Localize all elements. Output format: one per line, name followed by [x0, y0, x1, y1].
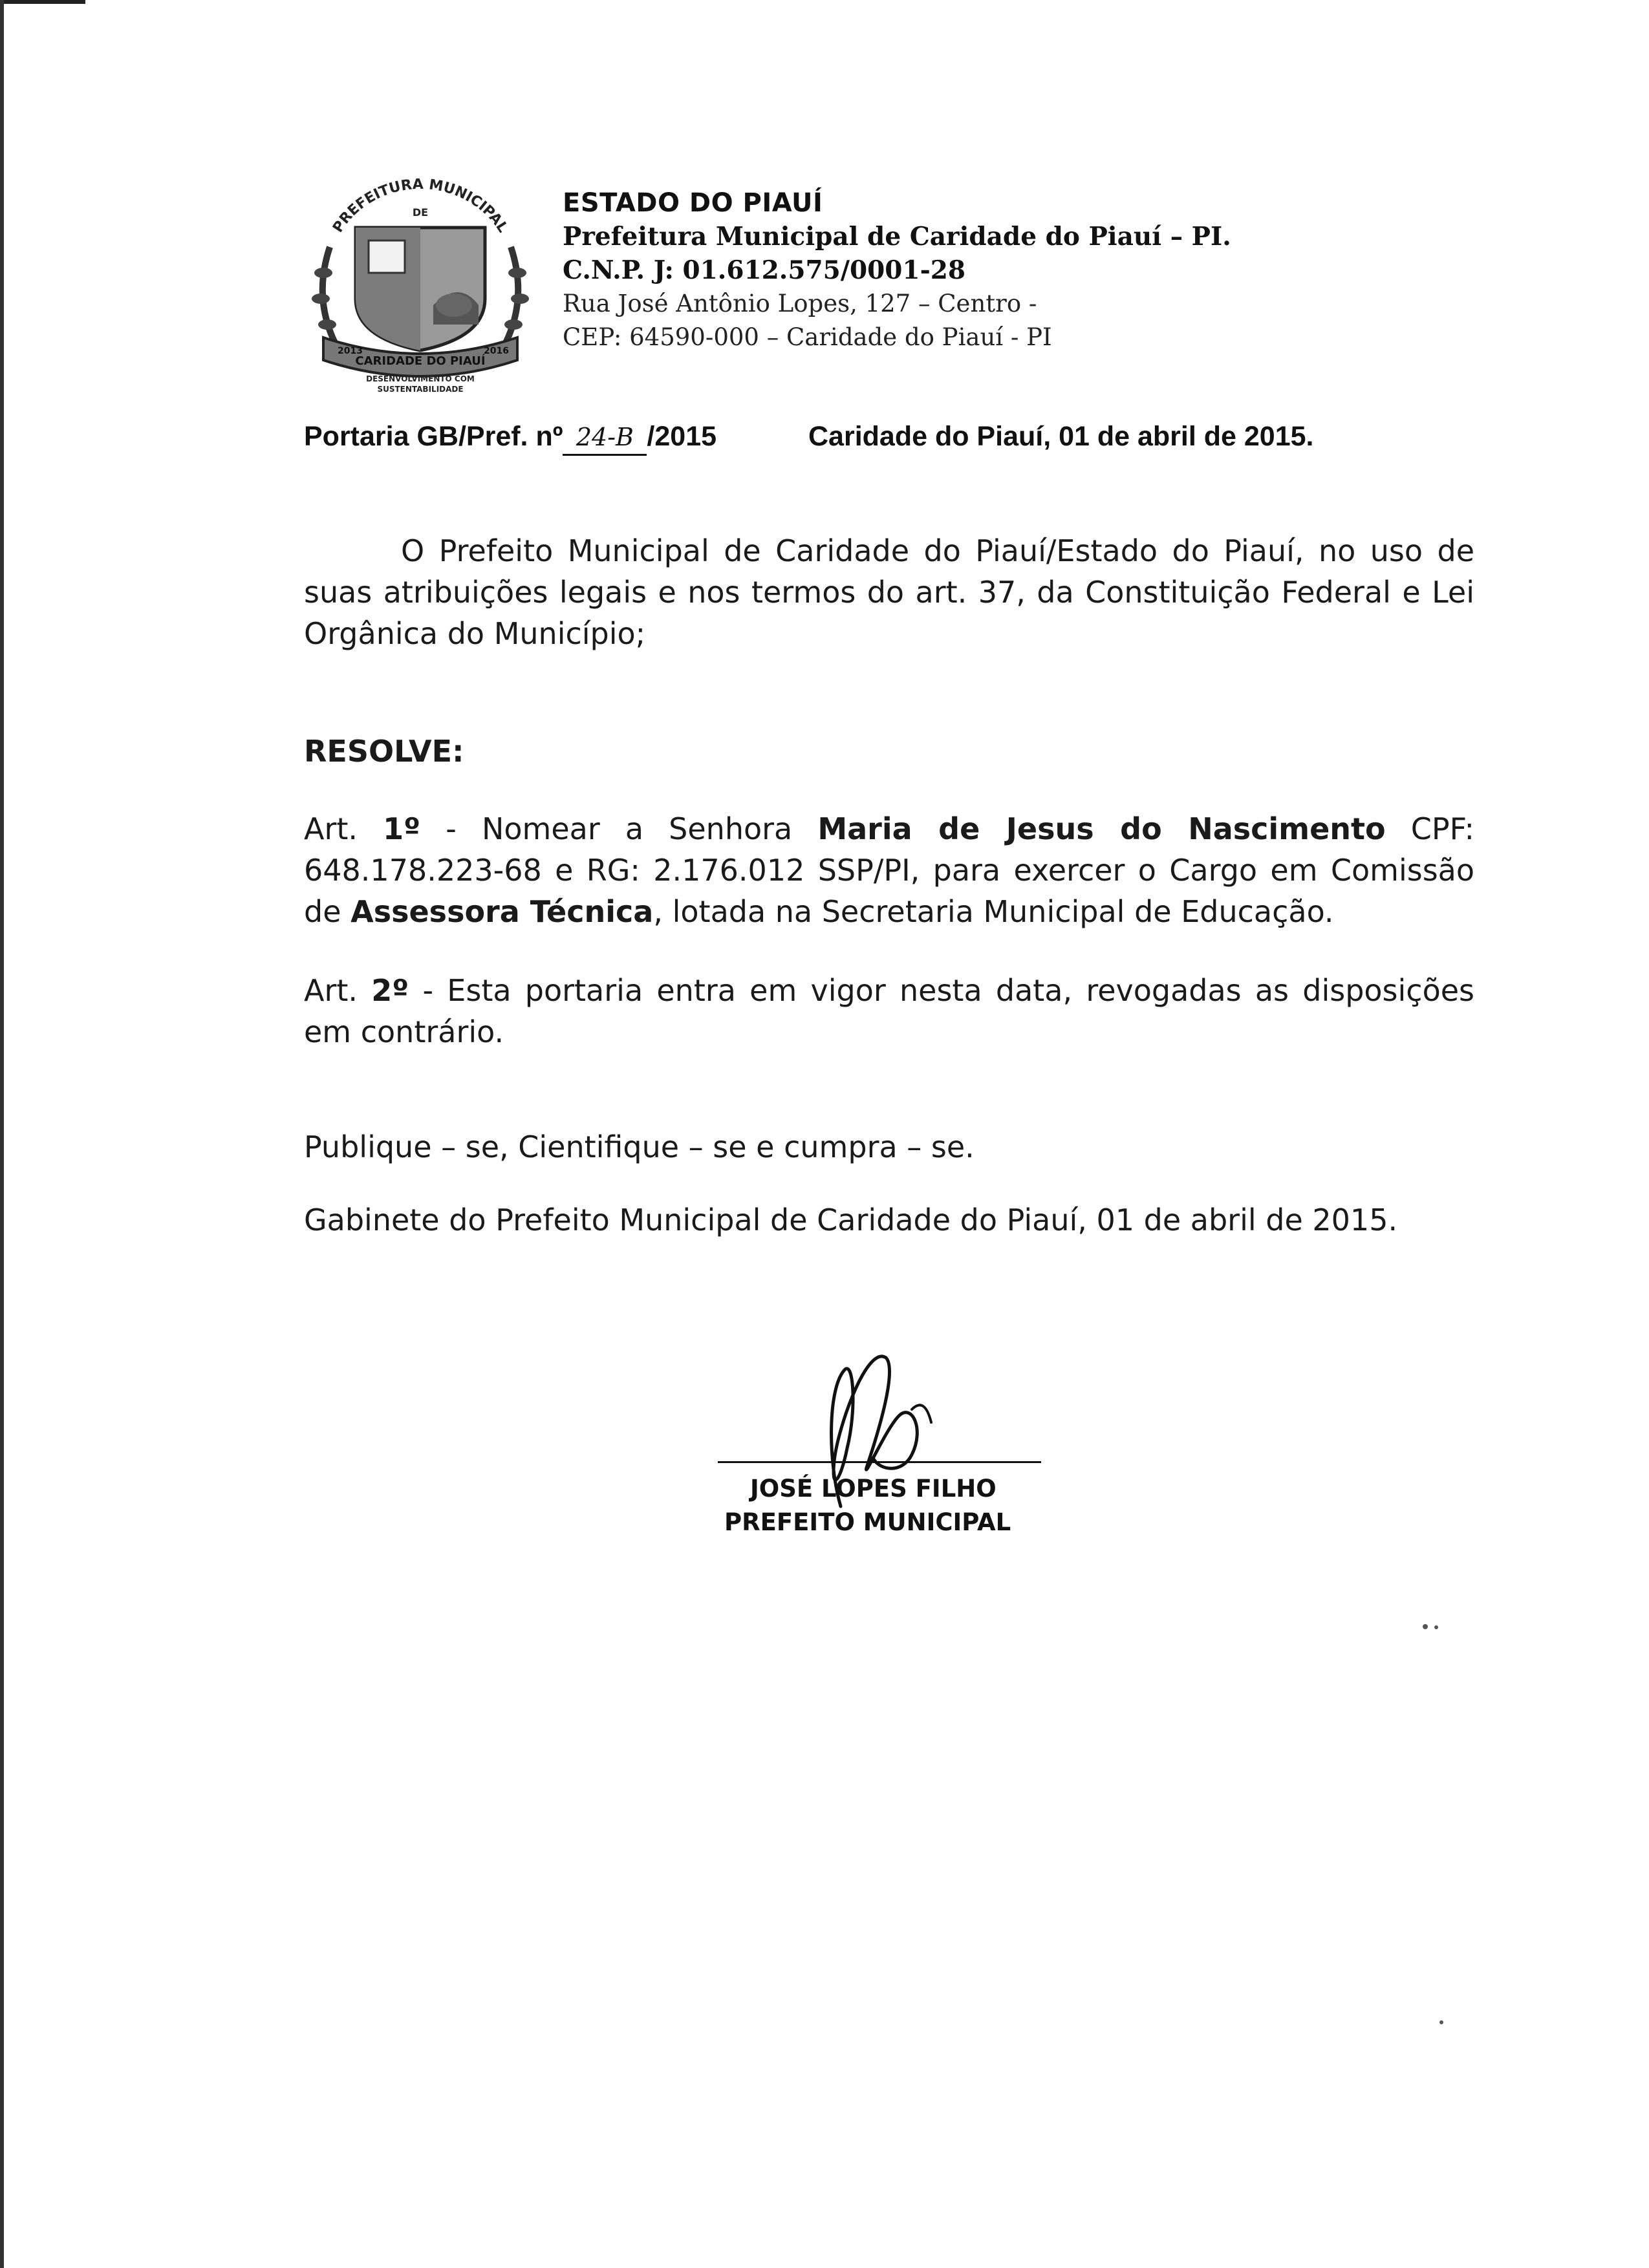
portaria-suffix: /2015	[647, 421, 717, 452]
portaria-number-line	[304, 414, 717, 459]
article-1-text-c: , lotada na Secretaria Municipal de Educação.	[653, 894, 1334, 929]
article-1	[304, 808, 1474, 932]
state-name: ESTADO DO PIAUÍ	[563, 188, 823, 218]
signer-name: JOSÉ LOPES FILHO	[750, 1475, 997, 1503]
preamble-paragraph: O Prefeito Municipal de Caridade do Piauí/Estado do Piauí, no uso de suas atribuições legais e nos termos do art. 37, da Constituição Federal e Lei Orgânica do Município;	[304, 533, 1474, 651]
letterhead	[563, 186, 1339, 354]
scan-speck	[1423, 1624, 1428, 1629]
article-1-number: 1º	[383, 811, 421, 846]
signature-block	[718, 1332, 1054, 1552]
scan-speck	[1434, 1625, 1438, 1629]
scan-speck	[1439, 2020, 1443, 2024]
article-1-text-b: CPF: 648.178.223-68 e RG: 2.176.012 SSP/PI, para exercer o Cargo em Comissão de	[304, 811, 1474, 929]
portaria-handwritten-number: 24-B	[563, 420, 647, 456]
svg-text:SUSTENTABILIDADE: SUSTENTABILIDADE	[377, 385, 464, 394]
svg-text:2016: 2016	[484, 346, 509, 356]
appointee-name: Maria de Jesus do Nascimento	[817, 811, 1386, 846]
article-1-label: Art.	[304, 811, 358, 846]
signer-title: PREFEITO MUNICIPAL	[724, 1508, 1011, 1536]
address: Rua José Antônio Lopes, 127 – Centro -	[563, 290, 1037, 317]
cep: CEP: 64590-000 – Caridade do Piauí - PI	[563, 323, 1052, 351]
svg-text:2013: 2013	[338, 346, 363, 356]
article-2-number: 2º	[371, 973, 409, 1008]
publication-order: Publique – se, Cientifique – se e cumpra – se.	[304, 1129, 975, 1164]
scan-edge-left	[0, 0, 4, 2268]
article-2	[304, 970, 1474, 1053]
resolve-heading: RESOLVE:	[304, 734, 464, 769]
place-date: Caridade do Piauí, 01 de abril de 2015.	[808, 421, 1314, 452]
svg-text:PREFEITURA MUNICIPAL: PREFEITURA MUNICIPAL	[330, 176, 511, 236]
cnpj: C.N.P. J: 01.612.575/0001-28	[563, 255, 966, 285]
svg-text:DESENVOLVIMENTO COM: DESENVOLVIMENTO COM	[366, 374, 475, 383]
article-1-text-a: - Nomear a Senhora	[420, 811, 818, 846]
scan-edge	[0, 0, 85, 4]
article-2-text: - Esta portaria entra em vigor nesta data, revogadas as disposições em contrário.	[304, 973, 1474, 1049]
prefeitura-name: Prefeitura Municipal de Caridade do Piauí – PI.	[563, 222, 1231, 251]
municipal-crest-emblem	[304, 176, 537, 396]
portaria-line	[304, 414, 1416, 459]
portaria-prefix: Portaria GB/Pref. nº	[304, 421, 563, 452]
signature-line	[718, 1461, 1041, 1463]
gabinete-closing: Gabinete do Prefeito Municipal de Caridade do Piauí, 01 de abril de 2015.	[304, 1203, 1398, 1237]
svg-text:CARIDADE DO PIAUÍ: CARIDADE DO PIAUÍ	[355, 354, 486, 368]
appointee-role: Assessora Técnica	[350, 894, 654, 929]
svg-text:DE: DE	[412, 206, 429, 219]
article-2-label: Art.	[304, 973, 358, 1008]
